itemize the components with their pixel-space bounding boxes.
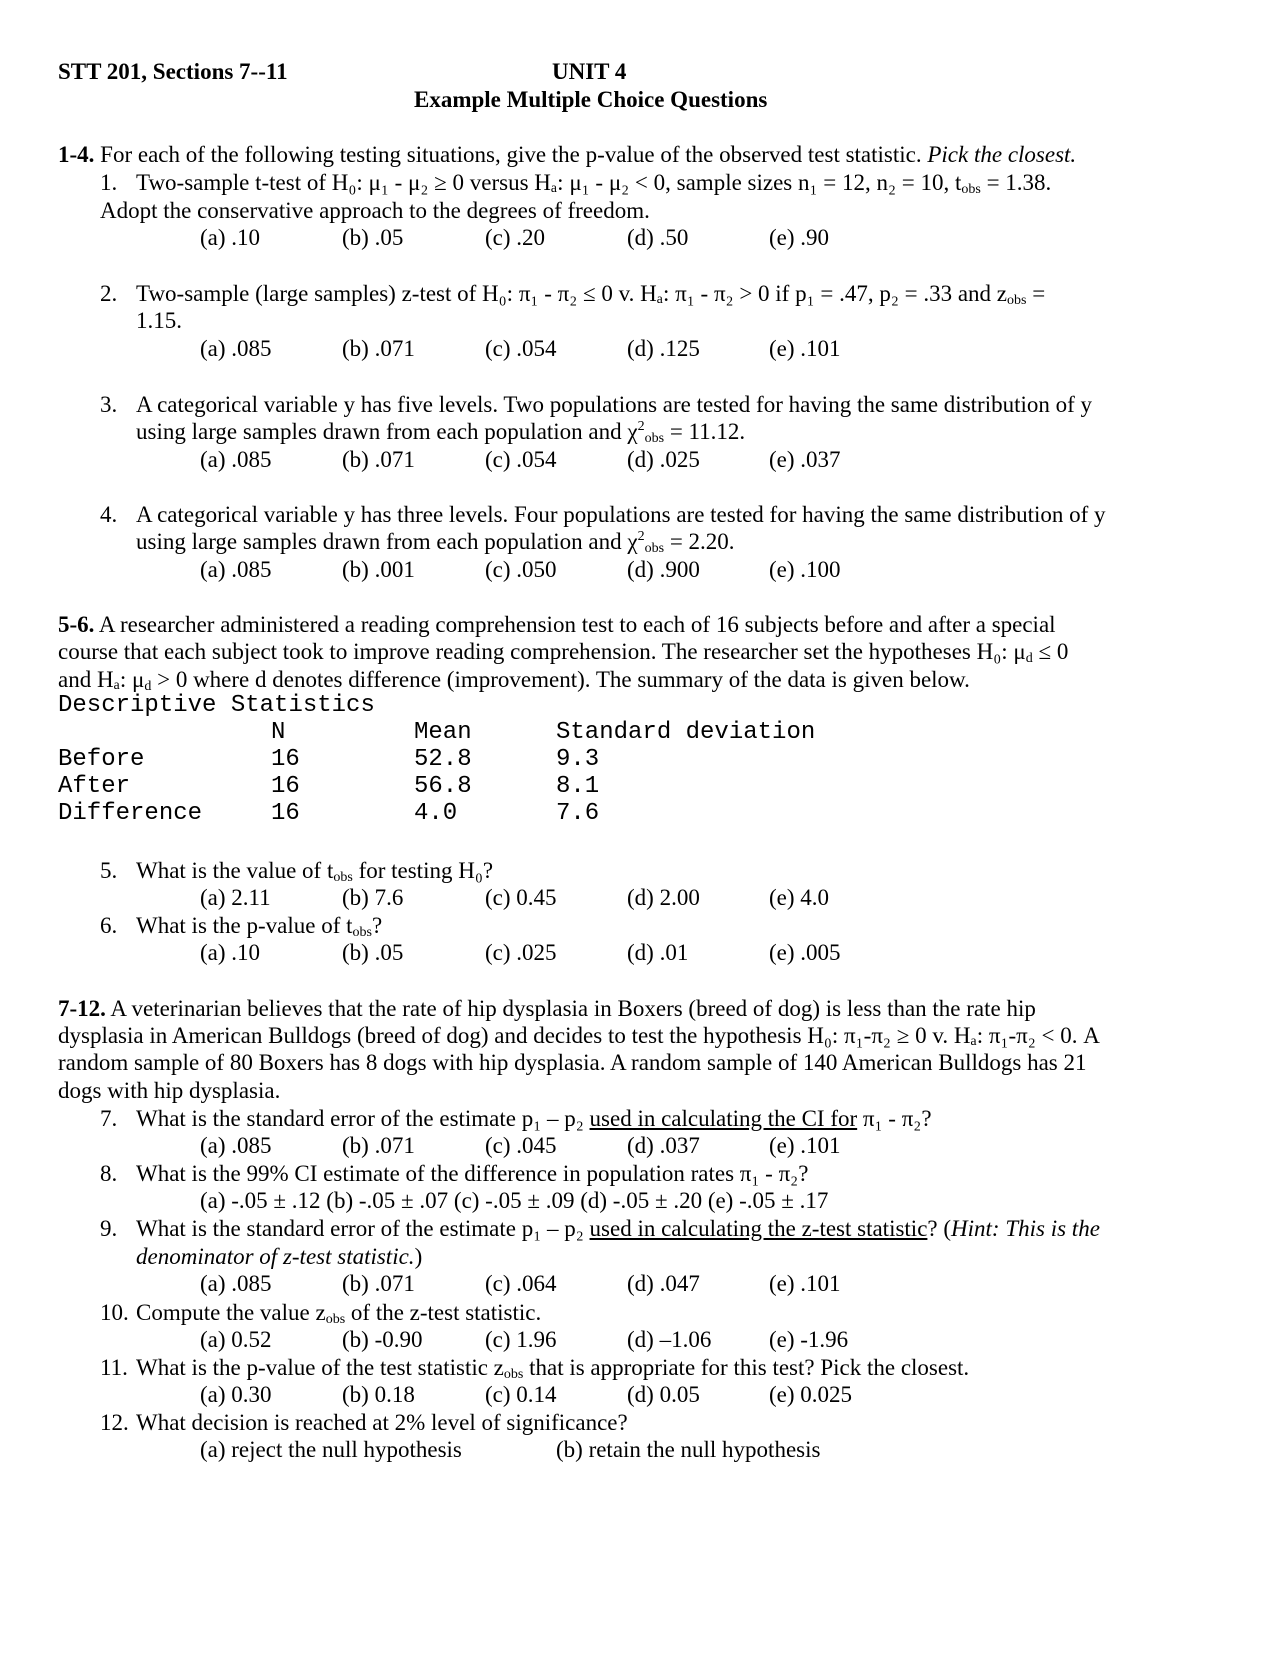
question-6-number: 6. (100, 913, 118, 938)
question-7-option-b: (b) .071 (342, 1133, 415, 1158)
section-7-12-line4: dogs with hip dysplasia. (58, 1078, 281, 1103)
question-9-text: What is the standard error of the estimate p₁ – p₂ used in calculating the z-test statistic? (Hint: This is the (136, 1216, 1100, 1241)
stats-header-sd: Standard deviation (556, 719, 816, 746)
question-2-option-d: (d) .125 (627, 336, 700, 361)
question-9-number: 9. (100, 1216, 118, 1241)
section-7-12-line3: random sample of 80 Boxers has 8 dogs with hip dysplasia. A random sample of 140 American Bulldogs has 21 (58, 1050, 1087, 1075)
section-label: 5-6. (58, 612, 95, 637)
question-10-option-c: (c) 1.96 (485, 1327, 557, 1352)
question-3-option-e: (e) .037 (769, 447, 841, 472)
question-3-option-d: (d) .025 (627, 447, 700, 472)
stats-header-n: N (271, 719, 286, 746)
stats-cell-mean: 56.8 (414, 773, 472, 800)
question-10-option-d: (d) –1.06 (627, 1327, 712, 1352)
question-11-option-e: (e) 0.025 (769, 1382, 853, 1407)
question-6-text: What is the p-value of $t_{obs}$? (136, 913, 383, 940)
question-6-option-c: (c) .025 (485, 940, 557, 965)
section-note: Pick the closest. (927, 142, 1077, 167)
section-7-12-line2: dysplasia in American Bulldogs (breed of dog) and decides to test the hypothesis H₀: π₁-π₂ ≥ 0 v. Hₐ: π₁-π₂ < 0. A (58, 1023, 1100, 1048)
question-1-text: Two-sample t-test of H₀: μ₁ - μ₂ ≥ 0 versus Hₐ: μ₁ - μ₂ < 0, sample sizes n₁ = 12, n₂ = 10, $t_{obs} = 1.38$. (136, 170, 1052, 197)
question-6-option-e: (e) .005 (769, 940, 841, 965)
stats-row-label: After (58, 773, 131, 800)
question-2-option-a: (a) .085 (200, 336, 272, 361)
question-9-option-e: (e) .101 (769, 1271, 841, 1296)
question-6-option-b: (b) .05 (342, 940, 404, 965)
question-11-number: 11. (100, 1355, 128, 1380)
stats-title: Descriptive Statistics (58, 692, 375, 719)
question-5-option-a: (a) 2.11 (200, 885, 271, 910)
stats-cell-mean: 52.8 (414, 746, 472, 773)
question-3-number: 3. (100, 392, 118, 417)
question-2-option-b: (b) .071 (342, 336, 415, 361)
question-3-option-b: (b) .071 (342, 447, 415, 472)
question-2-number: 2. (100, 281, 118, 306)
question-7-number: 7. (100, 1106, 118, 1131)
question-11-option-c: (c) 0.14 (485, 1382, 557, 1407)
question-10-option-e: (e) -1.96 (769, 1327, 849, 1352)
question-5-option-d: (d) 2.00 (627, 885, 700, 910)
question-2-option-c: (c) .054 (485, 336, 557, 361)
question-10-option-a: (a) 0.52 (200, 1327, 272, 1352)
question-11-text: What is the p-value of the test statistic $z_{obs}$ that is appropriate for this test? Pick the closest. (136, 1355, 970, 1382)
course-title: STT 201, Sections 7--11 (58, 59, 288, 84)
question-3-option-c: (c) .054 (485, 447, 557, 472)
question-4-option-e: (e) .100 (769, 557, 841, 582)
question-8-text: What is the 99% CI estimate of the difference in population rates π₁ - π₂? (136, 1161, 809, 1186)
question-1-option-a: (a) .10 (200, 225, 261, 250)
page-subtitle: Example Multiple Choice Questions (414, 87, 768, 112)
question-7-text: What is the standard error of the estimate p₁ – p₂ used in calculating the CI for π₁ - π₂? (136, 1106, 932, 1131)
stats-header-mean: Mean (414, 719, 472, 746)
question-12-option-b: (b) retain the null hypothesis (556, 1437, 821, 1462)
stats-cell-mean: 4.0 (414, 800, 458, 827)
question-5-option-c: (c) 0.45 (485, 885, 557, 910)
question-4-option-a: (a) .085 (200, 557, 272, 582)
question-5-option-e: (e) 4.0 (769, 885, 830, 910)
section-label: 7-12. (58, 996, 106, 1021)
question-7-option-e: (e) .101 (769, 1133, 841, 1158)
question-12-option-a: (a) reject the null hypothesis (200, 1437, 462, 1462)
question-3-option-a: (a) .085 (200, 447, 272, 472)
question-5-text: What is the value of $t_{obs}$ for testing H₀? (136, 858, 494, 885)
question-2-option-e: (e) .101 (769, 336, 841, 361)
question-10-number: 10. (100, 1300, 129, 1325)
question-4-option-b: (b) .001 (342, 557, 415, 582)
question-11-option-d: (d) 0.05 (627, 1382, 700, 1407)
question-10-option-b: (b) -0.90 (342, 1327, 423, 1352)
question-5-number: 5. (100, 858, 118, 883)
question-2-text-line2: 1.15. (136, 308, 182, 333)
stats-row-label: Difference (58, 800, 203, 827)
question-1-text-line2: Adopt the conservative approach to the degrees of freedom. (100, 198, 650, 223)
stats-row-label: Before (58, 746, 145, 773)
stats-cell-n: 16 (271, 800, 300, 827)
question-4-text: A categorical variable y has three levels. Four populations are tested for having the same distribution of y (136, 502, 1106, 527)
question-6-option-a: (a) .10 (200, 940, 261, 965)
question-4-number: 4. (100, 502, 118, 527)
section-1-4-intro (58, 141, 1076, 169)
section-7-12-intro: 7-12. A veterinarian believes that the rate of hip dysplasia in Boxers (breed of dog) is less than the rate hip (58, 996, 1036, 1021)
question-1-number: 1. (100, 170, 118, 195)
section-text: For each of the following testing situations, give the p-value of the observed test statistic. (94, 142, 922, 167)
section-5-6-line2: course that each subject took to improve reading comprehension. The researcher set the hypotheses H₀: $\mu_d \le 0$ (58, 639, 1069, 666)
question-1-option-d: (d) .50 (627, 225, 689, 250)
section-5-6-line3: and Hₐ: $\mu_d > 0$ where d denotes difference (improvement). The summary of the data is given below. (58, 667, 970, 694)
section-label: 1-4. (58, 142, 95, 167)
question-9-option-c: (c) .064 (485, 1271, 557, 1296)
question-1-option-c: (c) .20 (485, 225, 546, 250)
question-3-text-line2: using large samples drawn from each population and $\chi^2_{obs} = 11.12$. (136, 419, 746, 446)
question-6-option-d: (d) .01 (627, 940, 689, 965)
question-4-text-line2: using large samples drawn from each population and $\chi^2_{obs} = 2.20$. (136, 529, 735, 556)
stats-cell-sd: 8.1 (556, 773, 600, 800)
question-8-number: 8. (100, 1161, 118, 1186)
question-3-text: A categorical variable y has five levels. Two populations are tested for having the same distribution of y (136, 392, 1093, 417)
question-10-text: Compute the value $z_{obs}$ of the z-test statistic. (136, 1300, 542, 1327)
question-7-option-a: (a) .085 (200, 1133, 272, 1158)
question-1-option-e: (e) .90 (769, 225, 830, 250)
question-8-options: (a) -.05 ± .12 (b) -.05 ± .07 (c) -.05 ± .09 (d) -.05 ± .20 (e) -.05 ± .17 (200, 1188, 829, 1213)
question-9-text-line2: denominator of z-test statistic.) (136, 1244, 423, 1269)
stats-cell-n: 16 (271, 773, 300, 800)
stats-cell-sd: 9.3 (556, 746, 600, 773)
question-9-option-b: (b) .071 (342, 1271, 415, 1296)
question-5-option-b: (b) 7.6 (342, 885, 404, 910)
question-12-text: What decision is reached at 2% level of significance? (136, 1410, 628, 1435)
question-11-option-a: (a) 0.30 (200, 1382, 272, 1407)
question-12-number: 12. (100, 1410, 129, 1435)
question-11-option-b: (b) 0.18 (342, 1382, 415, 1407)
stats-cell-sd: 7.6 (556, 800, 600, 827)
question-9-option-d: (d) .047 (627, 1271, 700, 1296)
question-9-option-a: (a) .085 (200, 1271, 272, 1296)
question-7-option-d: (d) .037 (627, 1133, 700, 1158)
section-5-6-intro: 5-6. A researcher administered a reading comprehension test to each of 16 subjects before and after a special (58, 612, 1056, 637)
question-7-option-c: (c) .045 (485, 1133, 557, 1158)
question-1-option-b: (b) .05 (342, 225, 404, 250)
question-4-option-c: (c) .050 (485, 557, 557, 582)
question-2-text: Two-sample (large samples) z-test of H₀: π₁ - π₂ ≤ 0 v. Hₐ: π₁ - π₂ > 0 if p₁ = .47, p₂ = .33 and $z_{obs}$ = (136, 281, 1046, 308)
question-4-option-d: (d) .900 (627, 557, 700, 582)
stats-cell-n: 16 (271, 746, 300, 773)
unit-title: UNIT 4 (552, 59, 627, 84)
